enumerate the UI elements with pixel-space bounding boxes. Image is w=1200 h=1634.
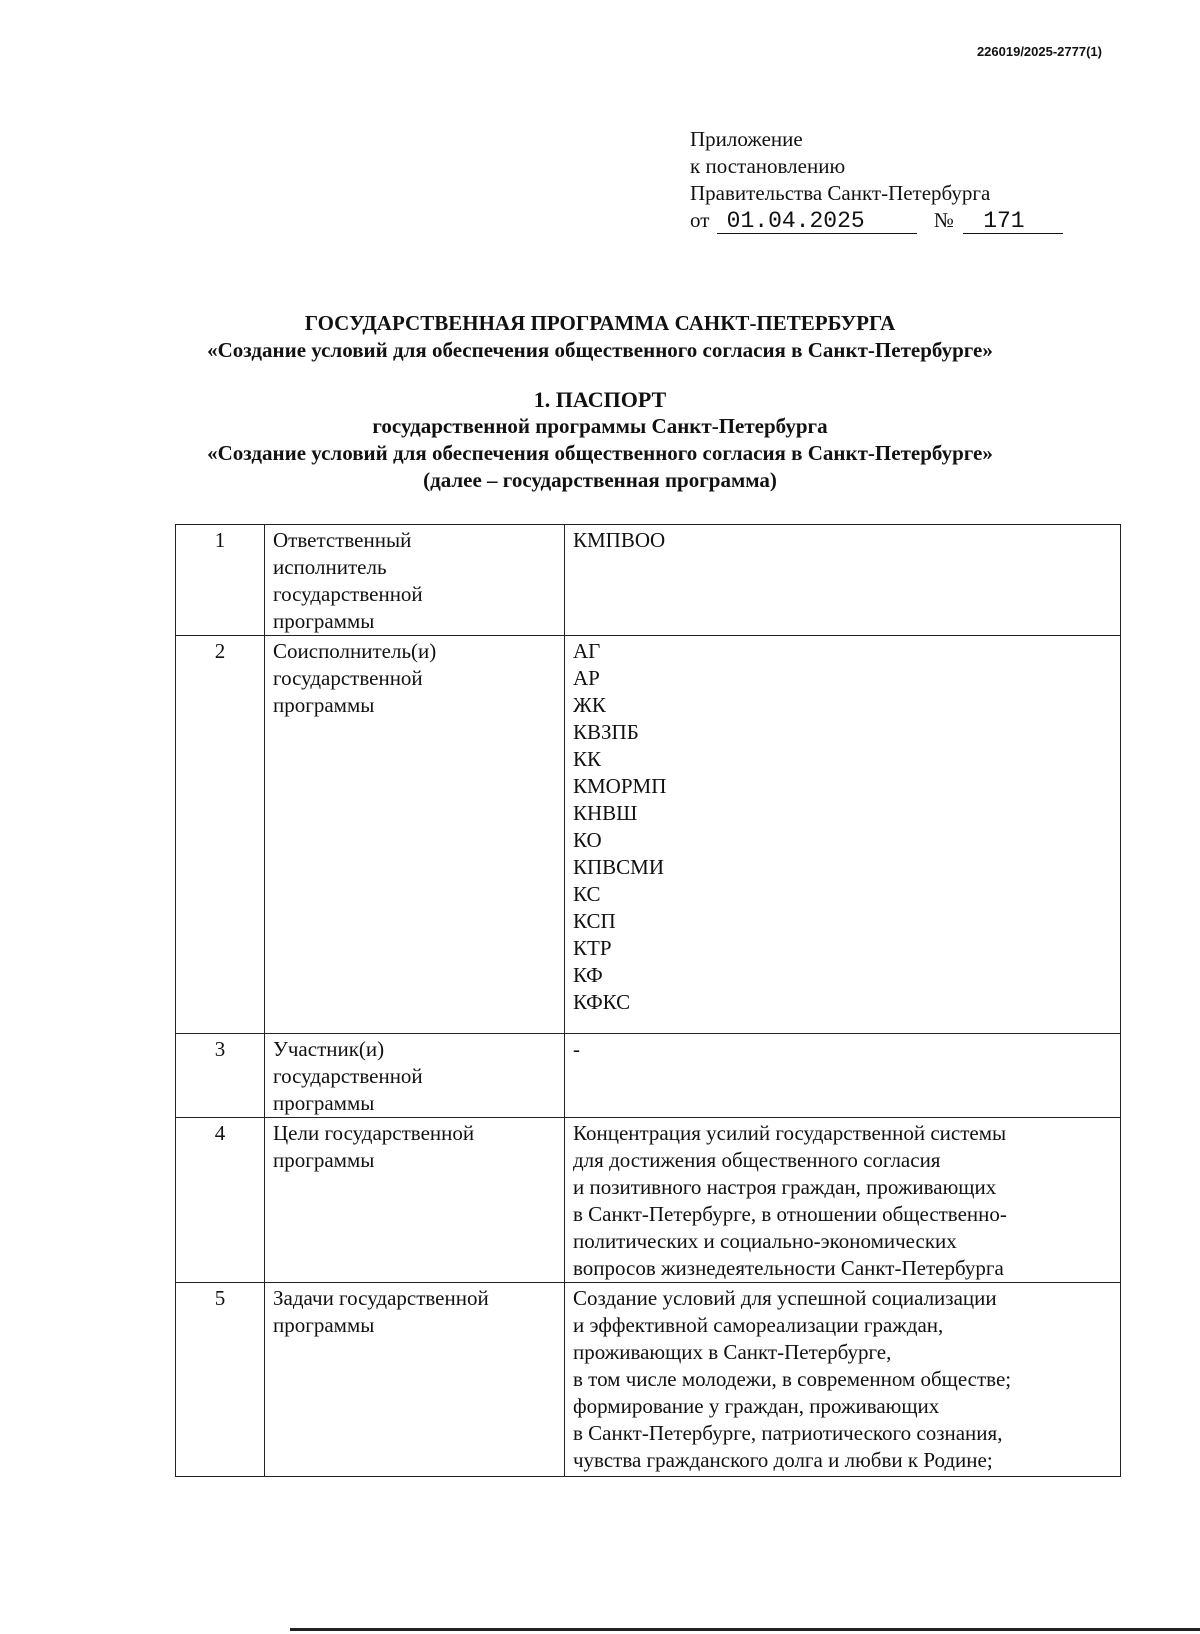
- row-label-line: государственной: [273, 582, 423, 606]
- row-value-line: и позитивного настроя граждан, проживающих: [573, 1175, 997, 1199]
- appendix-date-line: [690, 207, 1063, 234]
- row-number: 1: [176, 525, 265, 636]
- row-value-line: КМПВОО: [573, 528, 666, 552]
- row-value: [565, 1118, 1121, 1283]
- row-number: 2: [176, 636, 265, 1034]
- row-value-line: в том числе молодежи, в современном обществе;: [573, 1367, 1012, 1391]
- row-value-line: чувства гражданского долга и любви к Родине;: [573, 1448, 993, 1472]
- row-value: [565, 1283, 1121, 1477]
- row-label: [265, 636, 565, 1034]
- row-value-line: вопросов жизнедеятельности Санкт-Петербурга: [573, 1256, 1004, 1280]
- row-label-line: Задачи государственной: [273, 1286, 489, 1310]
- row-value-line: КФ: [573, 963, 603, 987]
- row-label-line: программы: [273, 693, 375, 717]
- row-label: [265, 1118, 565, 1283]
- table-row: [176, 1118, 1121, 1283]
- row-value-line: КПВСМИ: [573, 855, 665, 879]
- passport-subtitle: государственной программы Санкт-Петербурга: [372, 414, 828, 438]
- row-value-line: КК: [573, 747, 602, 771]
- appendix-line: Правительства Санкт-Петербурга: [690, 181, 991, 205]
- row-label: [265, 1034, 565, 1118]
- row-label-line: Соисполнитель(и): [273, 639, 437, 663]
- row-label: [265, 525, 565, 636]
- row-value-line: формирование у граждан, проживающих: [573, 1394, 940, 1418]
- row-value-line: КТР: [573, 936, 612, 960]
- passport-table: [175, 524, 1121, 1477]
- row-label-line: программы: [273, 1091, 375, 1115]
- resolution-date: 01.04.2025: [717, 209, 917, 234]
- table-row: [176, 1283, 1121, 1477]
- row-value: [565, 525, 1121, 636]
- passport-heading: 1. ПАСПОРТ: [533, 387, 667, 412]
- row-label: [265, 1283, 565, 1477]
- table-row: [176, 636, 1121, 1034]
- row-label-line: государственной: [273, 1064, 423, 1088]
- row-value-line: КНВШ: [573, 801, 638, 825]
- row-value: [565, 636, 1121, 1034]
- appendix-block: [690, 126, 1063, 234]
- row-value-line: и эффективной самореализации граждан,: [573, 1313, 944, 1337]
- program-name: «Создание условий для обеспечения общественного согласия в Санкт-Петербурге»: [207, 338, 993, 362]
- row-label-line: государственной: [273, 666, 423, 690]
- table-row: [176, 525, 1121, 636]
- row-value-line: КСП: [573, 909, 616, 933]
- row-number: 3: [176, 1034, 265, 1118]
- row-value-line: ЖК: [573, 693, 606, 717]
- row-value-line: КВЗПБ: [573, 720, 639, 744]
- document-titles: [0, 310, 1200, 494]
- row-value-line: КФКС: [573, 990, 631, 1014]
- row-value-line: АГ: [573, 639, 601, 663]
- row-value: [565, 1034, 1121, 1118]
- row-label-line: программы: [273, 609, 375, 633]
- bottom-rule: [290, 1628, 1200, 1631]
- row-label-line: программы: [273, 1313, 375, 1337]
- row-value-line: политических и социально-экономических: [573, 1229, 957, 1253]
- row-value-line: АР: [573, 666, 600, 690]
- row-value-line: КМОРМП: [573, 774, 667, 798]
- row-value-line: в Санкт-Петербурге, в отношении общественно-: [573, 1202, 1007, 1226]
- row-label-line: Ответственный: [273, 528, 412, 552]
- row-value-line: -: [573, 1037, 580, 1061]
- row-label-line: Участник(и): [273, 1037, 385, 1061]
- row-label-line: исполнитель: [273, 555, 387, 579]
- row-label-line: Цели государственной: [273, 1121, 475, 1145]
- from-label: от: [690, 208, 710, 232]
- row-number: 5: [176, 1283, 265, 1477]
- row-value-line: КО: [573, 828, 602, 852]
- row-value-line: проживающих в Санкт-Петербурге,: [573, 1340, 892, 1364]
- table-row: [176, 1034, 1121, 1118]
- row-number: 4: [176, 1118, 265, 1283]
- row-value-line: Концентрация усилий государственной системы: [573, 1121, 1007, 1145]
- appendix-line: Приложение: [690, 127, 803, 151]
- document-id: 226019/2025-2777(1): [976, 44, 1102, 59]
- row-value-line: в Санкт-Петербурге, патриотического сознания,: [573, 1421, 1003, 1445]
- row-value-line: Создание условий для успешной социализации: [573, 1286, 997, 1310]
- row-value-line: для достижения общественного согласия: [573, 1148, 941, 1172]
- appendix-line: к постановлению: [690, 154, 846, 178]
- resolution-number: 171: [963, 209, 1063, 234]
- row-label-line: программы: [273, 1148, 375, 1172]
- program-title: ГОСУДАРСТВЕННАЯ ПРОГРАММА САНКТ-ПЕТЕРБУРГА: [304, 311, 896, 335]
- passport-note: (далее – государственная программа): [423, 468, 777, 492]
- row-value-line: КС: [573, 882, 601, 906]
- passport-program-name: «Создание условий для обеспечения общественного согласия в Санкт-Петербурге»: [207, 441, 993, 465]
- number-label: №: [933, 208, 954, 232]
